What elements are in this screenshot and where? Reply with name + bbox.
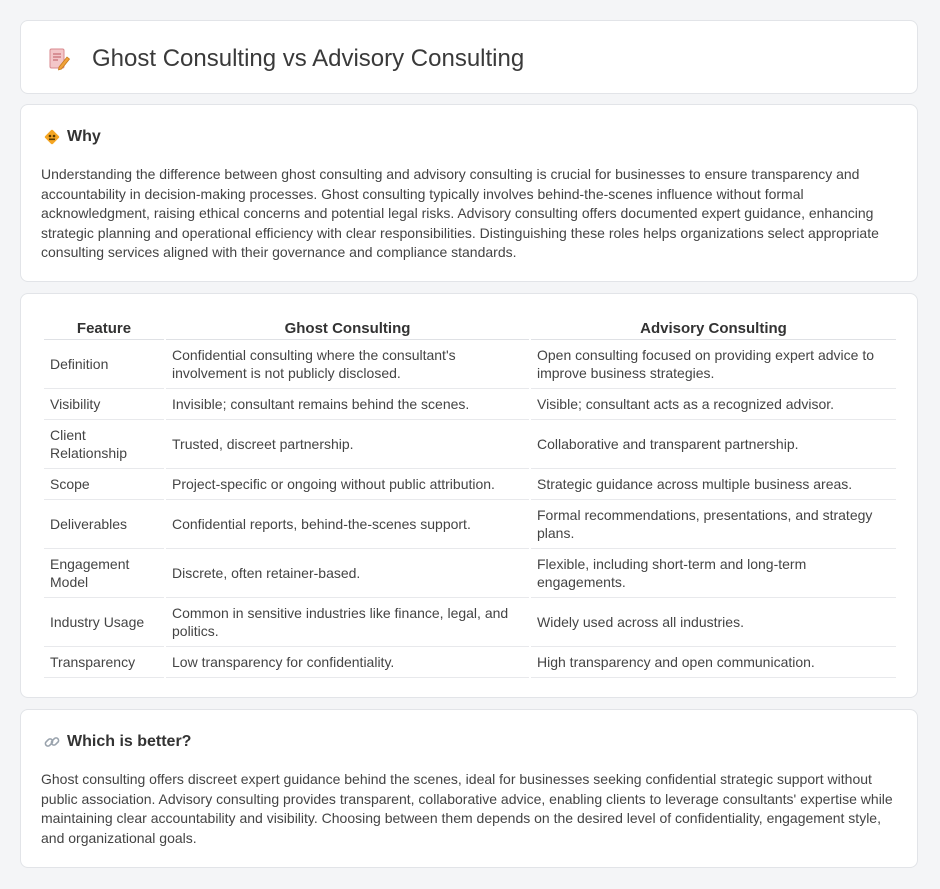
warning-sign-icon bbox=[43, 128, 61, 146]
advisory-cell: High transparency and open communication. bbox=[531, 647, 896, 678]
ghost-cell: Trusted, discreet partnership. bbox=[166, 420, 529, 469]
why-text: Understanding the difference between ghost consulting and advisory consulting is crucial for businesses to ensure transparency and accountability in decision-making processes. Ghost consulting typically involves behind-the-scenes influence without formal acknowledgment, raising ethical concerns and potential legal risks. Advisory consulting offers documented expert guidance, enhancing strategic planning and operational efficiency with clear responsibilities. Distinguishing these roles helps organizations select appropriate consulting services aligned with their governance and compliance standards. bbox=[41, 166, 879, 260]
better-heading: Which is better? bbox=[67, 733, 192, 750]
ghost-cell: Confidential reports, behind-the-scenes support. bbox=[166, 500, 529, 549]
why-header bbox=[43, 127, 101, 147]
advisory-cell: Strategic guidance across multiple business areas. bbox=[531, 469, 896, 500]
header-ghost: Ghost Consulting bbox=[166, 315, 529, 340]
feature-cell: Industry Usage bbox=[44, 598, 164, 647]
table-row bbox=[44, 469, 896, 500]
table-row bbox=[44, 420, 896, 469]
table-row bbox=[44, 340, 896, 389]
advisory-cell: Visible; consultant acts as a recognized advisor. bbox=[531, 389, 896, 420]
ghost-cell: Project-specific or ongoing without public attribution. bbox=[166, 469, 529, 500]
better-header bbox=[43, 732, 191, 752]
ghost-cell: Common in sensitive industries like finance, legal, and politics. bbox=[166, 598, 529, 647]
advisory-cell: Collaborative and transparent partnership. bbox=[531, 420, 896, 469]
ghost-cell: Discrete, often retainer-based. bbox=[166, 549, 529, 598]
header-advisory: Advisory Consulting bbox=[531, 315, 896, 340]
comparison-card bbox=[20, 293, 918, 698]
better-text: Ghost consulting offers discreet expert guidance behind the scenes, ideal for businesses seeking confidential strategic support without public association. Advisory consulting provides transparent, collaborative advice, enabling clients to leverage consultants' expertise while maintaining clear accountability and visibility. Choosing between them depends on the desired level of confidentiality, engagement style, and organizational goals. bbox=[41, 771, 893, 846]
table-header-row bbox=[44, 315, 896, 340]
which-is-better-section bbox=[20, 709, 918, 868]
comparison-table bbox=[42, 315, 898, 678]
feature-cell: Definition bbox=[44, 340, 164, 389]
advisory-cell: Open consulting focused on providing expert advice to improve business strategies. bbox=[531, 340, 896, 389]
header-feature: Feature bbox=[44, 315, 164, 340]
feature-cell: Deliverables bbox=[44, 500, 164, 549]
table-row bbox=[44, 647, 896, 678]
feature-cell: Client Relationship bbox=[44, 420, 164, 469]
why-heading: Why bbox=[67, 128, 101, 145]
advisory-cell: Widely used across all industries. bbox=[531, 598, 896, 647]
document-pencil-icon bbox=[47, 47, 71, 71]
page-title: Ghost Consulting vs Advisory Consulting bbox=[92, 45, 525, 72]
feature-cell: Transparency bbox=[44, 647, 164, 678]
title-card bbox=[20, 20, 918, 94]
feature-cell: Visibility bbox=[44, 389, 164, 420]
feature-cell: Engagement Model bbox=[44, 549, 164, 598]
table-row bbox=[44, 389, 896, 420]
advisory-cell: Flexible, including short-term and long-term engagements. bbox=[531, 549, 896, 598]
ghost-cell: Confidential consulting where the consultant's involvement is not publicly disclosed. bbox=[166, 340, 529, 389]
table-row bbox=[44, 549, 896, 598]
ghost-cell: Low transparency for confidentiality. bbox=[166, 647, 529, 678]
link-icon bbox=[43, 733, 61, 751]
feature-cell: Scope bbox=[44, 469, 164, 500]
table-row bbox=[44, 598, 896, 647]
ghost-cell: Invisible; consultant remains behind the scenes. bbox=[166, 389, 529, 420]
why-section bbox=[20, 104, 918, 282]
advisory-cell: Formal recommendations, presentations, and strategy plans. bbox=[531, 500, 896, 549]
table-row bbox=[44, 500, 896, 549]
